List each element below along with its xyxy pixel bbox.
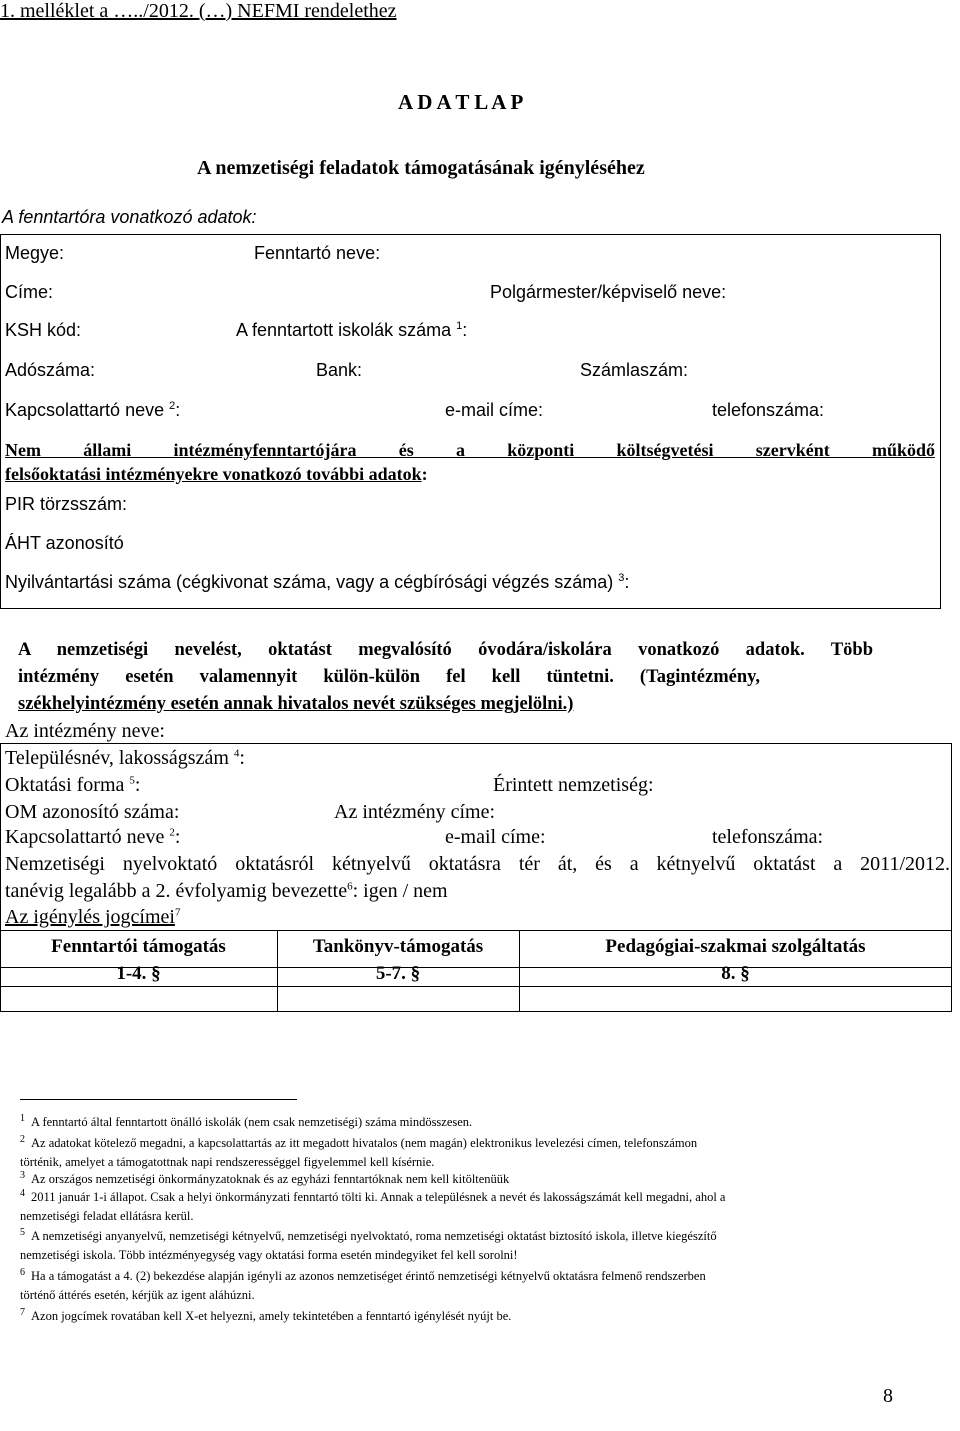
- fenntarto-neve-label: Fenntartó neve:: [254, 243, 381, 263]
- footnote-2-cont: történik, amelyet a támogatottnak napi rendszerességgel figyelemmel kell kísérnie.: [20, 1155, 435, 1169]
- pir-label: PIR törzsszám:: [5, 494, 128, 514]
- intezmeny-cime-label: Az intézmény címe:: [334, 801, 496, 823]
- footnote-6: $^6$ Ha a támogatást a 4. (2) bekezdése alapján igényli az azonos nemzetiséget érintő nemzetiségi kétnyelvű oktatásra felmenő rendszerben: [20, 1266, 706, 1283]
- bank-label: Bank:: [316, 360, 363, 380]
- email-label: e-mail címe:: [445, 400, 544, 420]
- polgarmester-label: Polgármester/képviselő neve:: [490, 282, 727, 302]
- footnote-2: $^2$ Az adatokat kötelező megadni, a kapcsolattartás az itt megadott hivatalos (nem magán) elektronikus levelezési címen, telefonszámon: [20, 1133, 698, 1150]
- footnote-5-cont: nemzetiségi iskola. Több intézményegység vagy oktatási forma esetén mindegyiket fel kell sorolni!: [20, 1248, 518, 1262]
- kapcsolattarto-label: Kapcsolattartó neve $^2$:: [5, 400, 181, 420]
- iskolak-szama-label: A fenntartott iskolák száma $^1$:: [236, 320, 468, 340]
- kapcsolattarto2-label: Kapcsolattartó neve $^2$:: [5, 826, 181, 848]
- aht-label: ÁHT azonosító: [5, 533, 124, 553]
- telepulesnev-label: Településnév, lakosságszám $^4$:: [5, 747, 245, 769]
- footnote-5: $^5$ A nemzetiségi anyanyelvű, nemzetiségi kétnyelvű, nemzetiségi nyelvoktató, roma nemzetiségi oktatást biztosító iskola, illetve kiegészítő: [20, 1226, 717, 1243]
- nyilvantartasi-label: Nyilvántartási száma (cégkivonat száma, vagy a cégbírósági végzés száma) $^3$:: [5, 572, 630, 592]
- jogcim-tankonyv-cell[interactable]: [278, 987, 518, 1011]
- nem-allami-heading-line1: Nem állami intézményfenntartójára és a központi költségvetési szervként működő: [5, 440, 935, 460]
- nem-allami-heading-line2: felsőoktatási intézményekre vonatkozó további adatok:: [5, 464, 428, 484]
- page-subtitle: A nemzetiségi feladatok támogatásának igényléséhez: [197, 157, 645, 179]
- footnote-separator: [20, 1099, 297, 1100]
- fenntarto-box: [0, 234, 941, 609]
- section2-heading-line3: székhelyintézmény esetén annak hivatalos nevét szükséges megjelölni.): [18, 694, 574, 714]
- footnote-1: $^1$ A fenntartó által fenntartott önálló iskolák (nem csak nemzetiségi) száma mindösszesen.: [20, 1112, 473, 1129]
- annex-header: 1. melléklet a …../2012. (…) NEFMI rendelethez: [0, 0, 397, 22]
- telefon2-label: telefonszáma:: [712, 826, 824, 848]
- oktatasi-forma-label: Oktatási forma $^5$:: [5, 774, 141, 796]
- megye-label: Megye:: [5, 243, 65, 263]
- igenyles-jogcimei-heading: Az igénylés jogcímei$^7$: [5, 906, 181, 928]
- footnote-7: $^7$ Azon jogcímek rovatában kell X-et helyezni, amely tekintetében a fenntartó igénylését nyújt be.: [20, 1306, 512, 1323]
- ksh-kod-label: KSH kód:: [5, 320, 82, 340]
- footnote-6-cont: történő áttérés esetén, kérjük az igent aláhúzni.: [20, 1288, 255, 1302]
- jogcim-fenntartoi-header: Fenntartói támogatás 1-4. §: [51, 936, 226, 984]
- jogcim-pedagogiai-header: Pedagógiai-szakmai szolgáltatás 8. §: [605, 936, 866, 984]
- section2-heading-line2: intézmény esetén valamennyit külön-külön fel kell tüntetni. (Tagintézmény,: [18, 667, 760, 687]
- nyelvoktato-line2: tanévig legalább a 2. évfolyamig bevezette$^6$: igen / nem: [5, 880, 448, 902]
- jogcim-fenntartoi-cell[interactable]: [1, 987, 276, 1011]
- footnote-3: $^3$ Az országos nemzetiségi önkormányzatoknak és az egyházi fenntartóknak nem kell kitöltenüük: [20, 1169, 510, 1186]
- intezmeny-neve-label: Az intézmény neve:: [5, 720, 165, 742]
- section1-heading: A fenntartóra vonatkozó adatok:: [2, 207, 257, 227]
- erintett-nemzetiseg-label: Érintett nemzetiség:: [493, 774, 654, 796]
- szamlaszam-label: Számlaszám:: [580, 360, 689, 380]
- nyelvoktato-line1: Nemzetiségi nyelvoktató oktatásról kétnyelvű oktatásra tér át, és a kétnyelvű oktatást a 2011/2012.: [5, 853, 950, 875]
- section2-heading-line1: A nemzetiségi nevelést, oktatást megvalósító óvodára/iskolára vonatkozó adatok. Több: [18, 640, 873, 660]
- footnote-4-cont: nemzetiségi feladat ellátásra kerül.: [20, 1209, 194, 1223]
- jogcim-tankonyv-header: Tankönyv-támogatás 5-7. §: [312, 936, 484, 984]
- footnote-4: $^4$ 2011 január 1-i állapot. Csak a helyi önkormányzati fenntartó tölti ki. Annak a településnek a nevét és lakosságszámát kell megadni, ahol a: [20, 1187, 726, 1204]
- page-number: 8: [883, 1385, 893, 1407]
- om-azonosito-label: OM azonosító száma:: [5, 801, 180, 823]
- page-title: A D A T L A P: [398, 90, 524, 114]
- adoszama-label: Adószáma:: [5, 360, 96, 380]
- jogcim-pedagogiai-cell[interactable]: [520, 987, 951, 1011]
- email2-label: e-mail címe:: [445, 826, 546, 848]
- telefon-label: telefonszáma:: [712, 400, 825, 420]
- cime-label: Címe:: [5, 282, 54, 302]
